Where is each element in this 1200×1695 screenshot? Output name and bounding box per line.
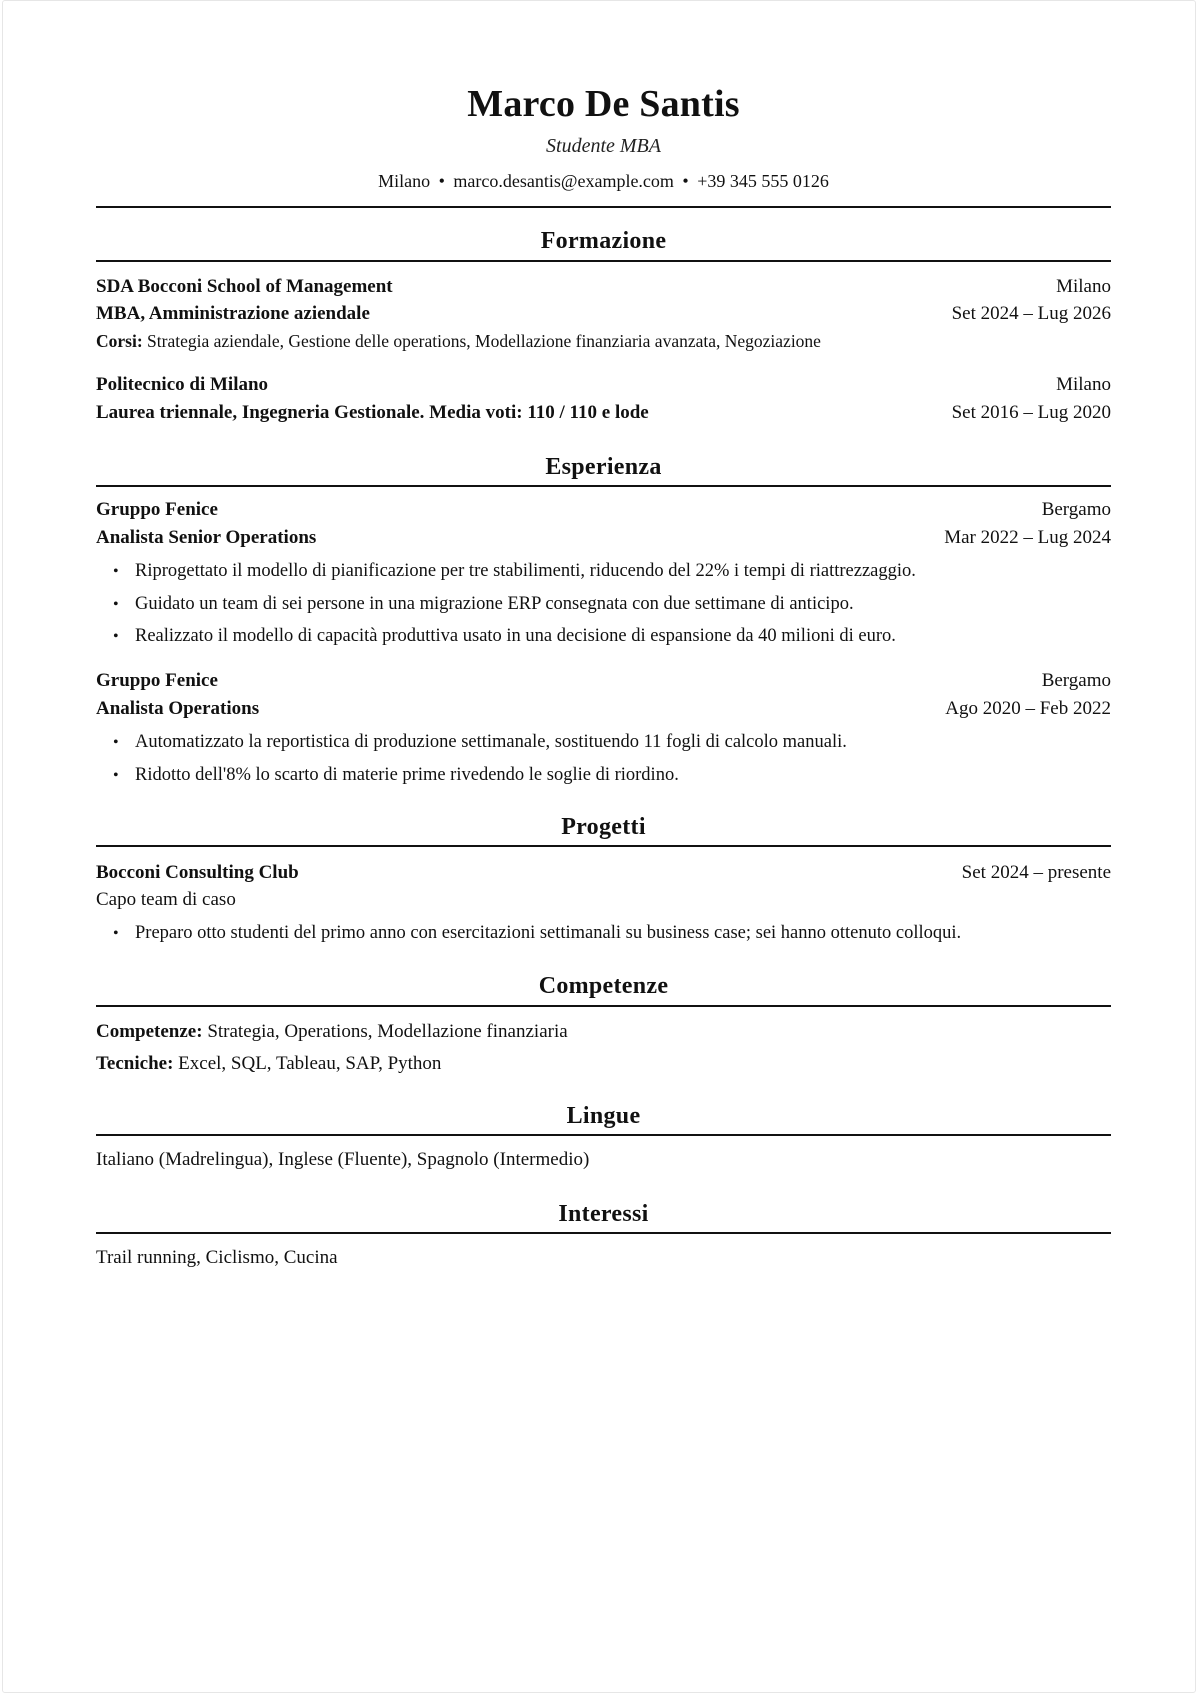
- section-divider: [96, 1005, 1111, 1007]
- section-divider: [96, 485, 1111, 487]
- experience-bullet: • Automatizzato la reportistica di produzione settimanale, sostituendo 11 fogli di calcolo manuali.: [113, 732, 847, 752]
- education-location: Milano: [1056, 276, 1111, 297]
- project-entry-header: [96, 860, 1111, 886]
- section-title-interests: Interessi: [558, 1201, 649, 1227]
- courses-list: Strategia aziendale, Gestione delle operations, Modellazione finanziaria avanzata, Negoziazione: [147, 331, 821, 351]
- skills-value: Strategia, Operations, Modellazione finanziaria: [207, 1021, 568, 1042]
- experience-bullet: • Guidato un team di sei persone in una migrazione ERP consegnata con due settimane di anticipo.: [113, 594, 854, 614]
- education-institution: Politecnico di Milano: [96, 374, 269, 395]
- skills-label: Competenze:: [96, 1021, 203, 1042]
- experience-entry-header: [96, 668, 1111, 694]
- skills-value: Excel, SQL, Tableau, SAP, Python: [178, 1053, 442, 1074]
- experience-dates: Mar 2022 – Lug 2024: [944, 527, 1111, 548]
- experience-entry-header: [96, 497, 1111, 523]
- project-role: Capo team di caso: [96, 889, 236, 910]
- education-degree: Laurea triennale, Ingegneria Gestionale. Media voti: 110 / 110 e lode: [96, 402, 649, 423]
- contact-city: Milano: [378, 171, 431, 191]
- candidate-title: Studente MBA: [546, 135, 661, 157]
- contact-separator: •: [682, 171, 689, 191]
- experience-company: Gruppo Fenice: [96, 670, 218, 691]
- contact-separator: •: [438, 171, 445, 191]
- section-title-education: Formazione: [540, 228, 667, 254]
- skills-label: Tecniche:: [96, 1053, 174, 1074]
- skills-line: [96, 1051, 1111, 1077]
- education-entry-header: [96, 372, 1111, 398]
- experience-role: Analista Senior Operations: [96, 527, 317, 548]
- project-bullet: • Preparo otto studenti del primo anno con esercitazioni settimanali su business case; sei hanno ottenuto colloqui.: [113, 923, 962, 943]
- section-divider: [96, 1232, 1111, 1234]
- project-dates: Set 2024 – presente: [961, 862, 1111, 883]
- contact-email[interactable]: marco.desantis@example.com: [453, 171, 674, 191]
- courses-label: Corsi:: [96, 331, 143, 351]
- education-institution: SDA Bocconi School of Management: [96, 276, 393, 297]
- project-name: Bocconi Consulting Club: [96, 862, 299, 883]
- experience-location: Bergamo: [1041, 670, 1111, 691]
- section-divider: [96, 1134, 1111, 1136]
- experience-bullet: • Ridotto dell'8% lo scarto di materie prime rivedendo le soglie di riordino.: [113, 765, 679, 785]
- skills-line: [96, 1019, 1111, 1045]
- section-title-languages: Lingue: [566, 1103, 641, 1129]
- education-dates: Set 2016 – Lug 2020: [951, 402, 1111, 423]
- candidate-name: Marco De Santis: [467, 83, 740, 125]
- languages-text: Italiano (Madrelingua), Inglese (Fluente), Spagnolo (Intermedio): [96, 1149, 590, 1170]
- section-divider: [96, 845, 1111, 847]
- header-divider: [96, 206, 1111, 208]
- experience-company: Gruppo Fenice: [96, 499, 218, 520]
- education-entry-degree: [96, 400, 1111, 426]
- experience-role: Analista Operations: [96, 698, 260, 719]
- education-entry-header: [96, 274, 1111, 300]
- education-degree: MBA, Amministrazione aziendale: [96, 303, 370, 324]
- section-divider: [96, 260, 1111, 262]
- experience-entry-role: [96, 696, 1111, 722]
- interests-text: Trail running, Ciclismo, Cucina: [96, 1247, 338, 1268]
- experience-bullet: • Realizzato il modello di capacità produttiva usato in una decisione di espansione da 40 milioni di euro.: [113, 626, 896, 646]
- section-title-skills: Competenze: [538, 973, 669, 999]
- education-dates: Set 2024 – Lug 2026: [951, 303, 1111, 324]
- experience-location: Bergamo: [1041, 499, 1111, 520]
- education-entry-degree: [96, 301, 1111, 327]
- contact-line: [96, 169, 1111, 193]
- education-location: Milano: [1056, 374, 1111, 395]
- section-title-experience: Esperienza: [545, 454, 662, 480]
- section-title-projects: Progetti: [561, 814, 646, 840]
- project-entry-role: [96, 887, 1111, 913]
- contact-phone[interactable]: +39 345 555 0126: [697, 171, 829, 191]
- resume-page: [2, 0, 1196, 1693]
- experience-bullet: • Riprogettato il modello di pianificazione per tre stabilimenti, riducendo del 22% i tempi di riattrezzaggio.: [113, 561, 916, 581]
- experience-dates: Ago 2020 – Feb 2022: [945, 698, 1111, 719]
- education-courses: [96, 328, 1111, 354]
- experience-entry-role: [96, 525, 1111, 551]
